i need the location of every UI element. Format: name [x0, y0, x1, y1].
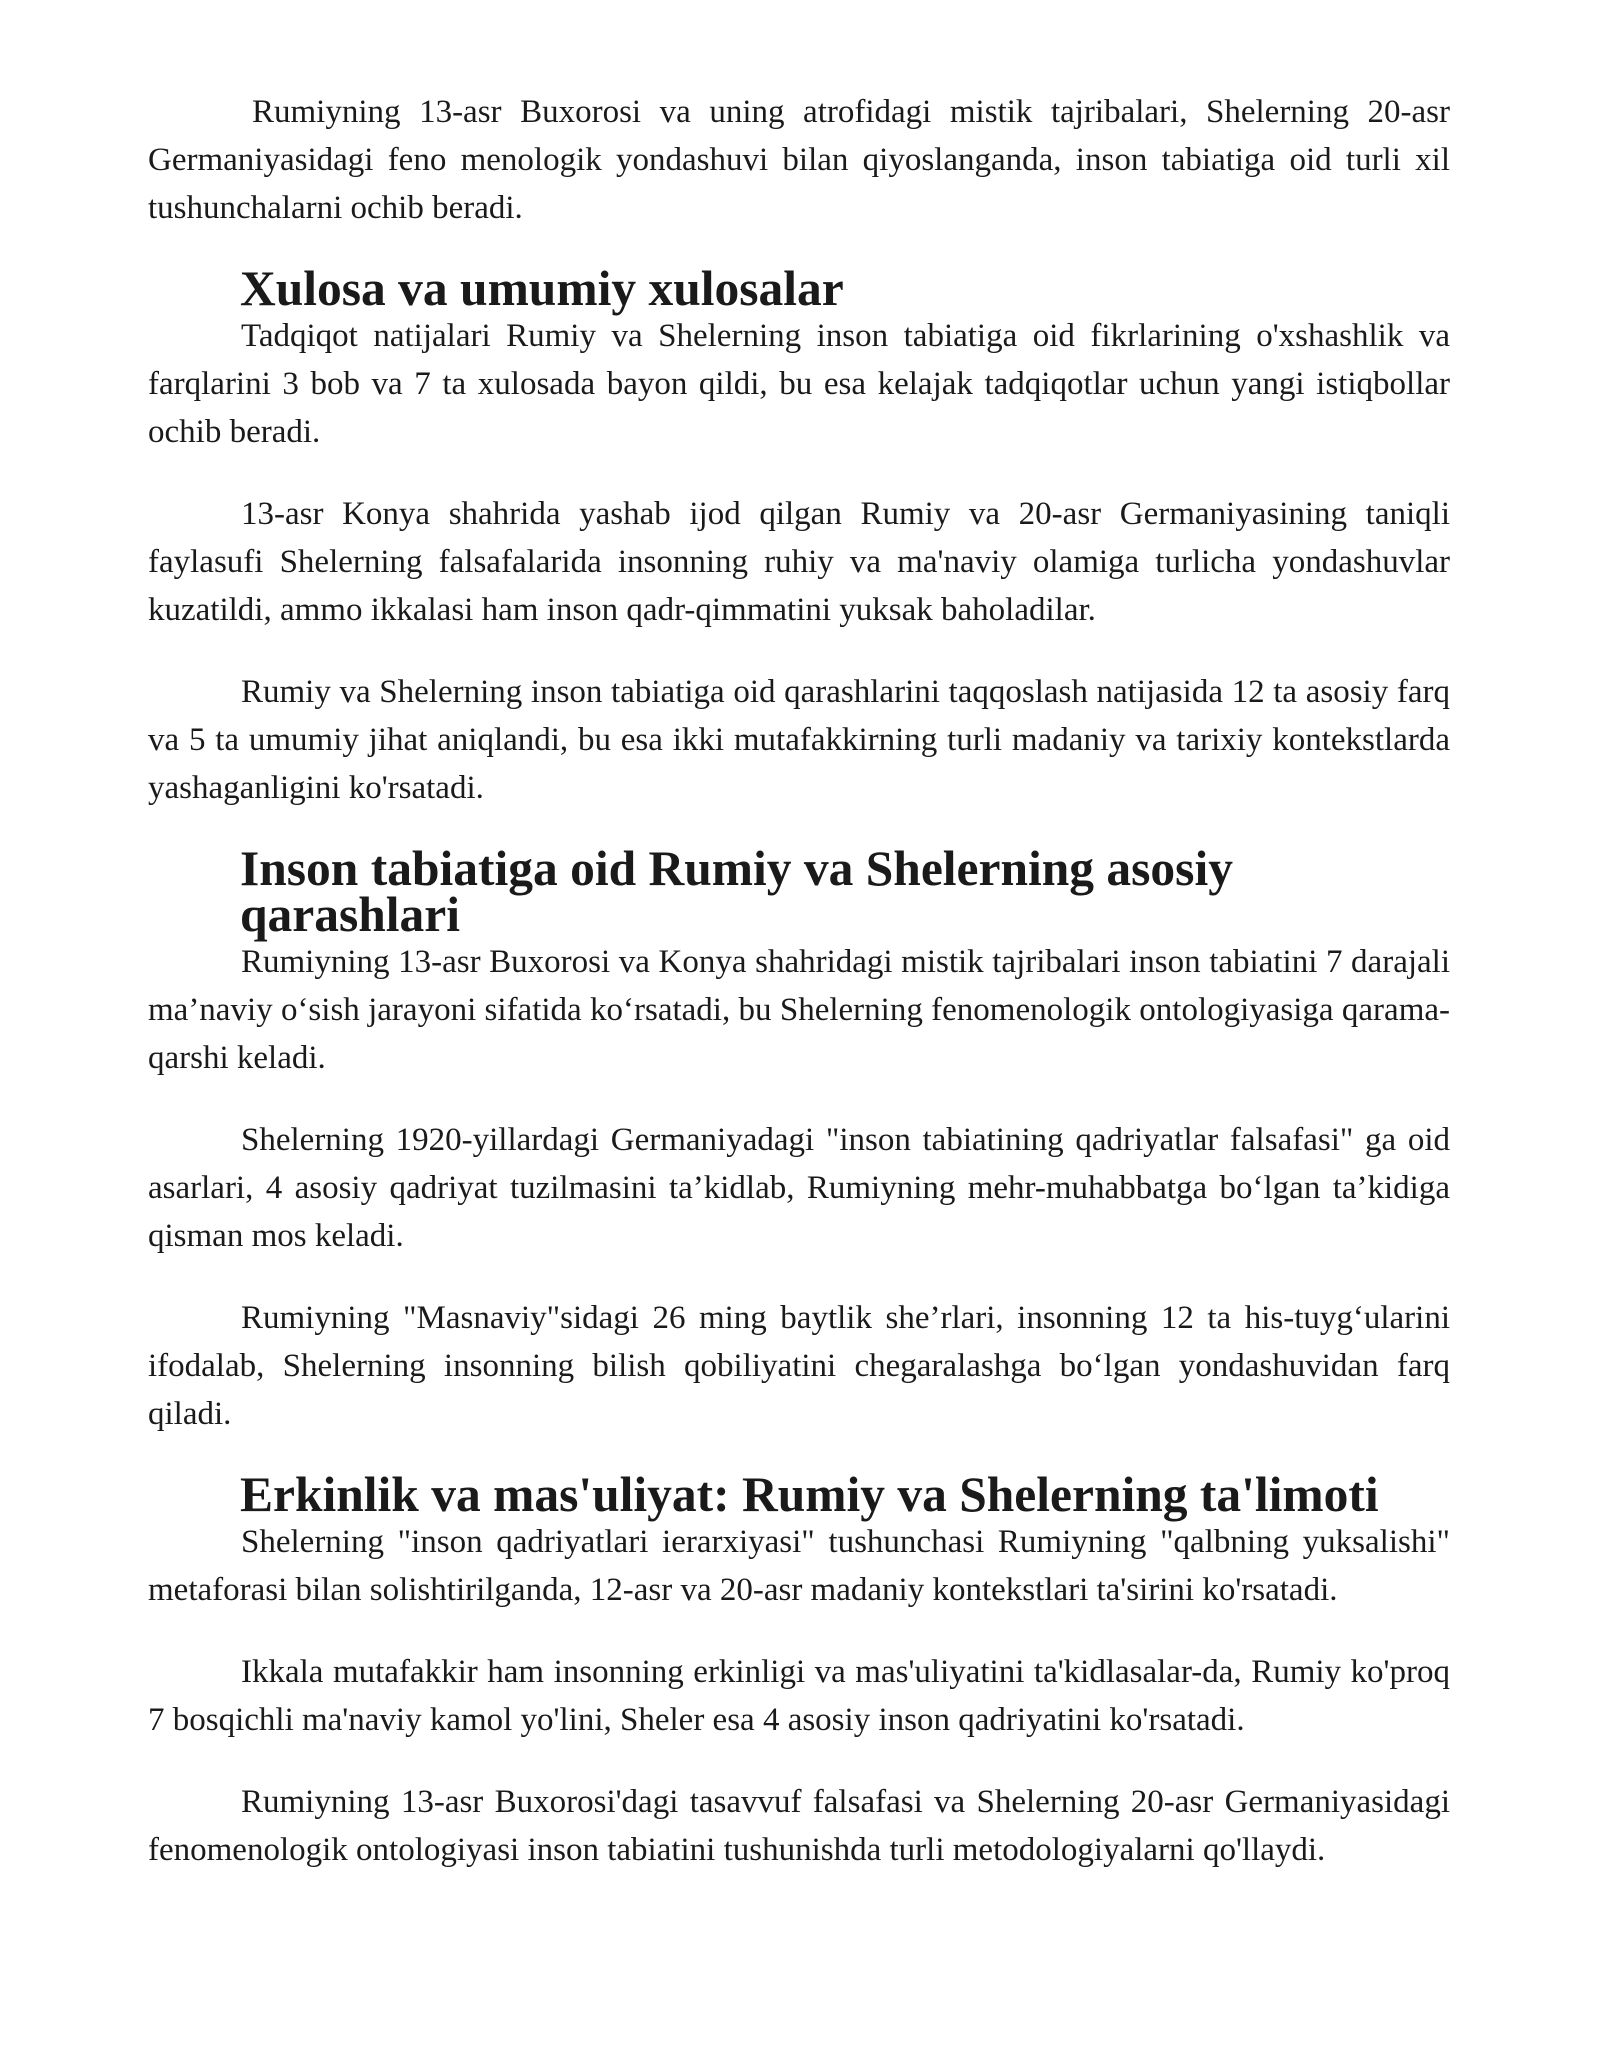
section-freedom-responsibility: [148, 1467, 1450, 1874]
document-page: [148, 88, 1450, 1908]
paragraph: Rumiy va Shelerning inson tabiatiga oid qarashlarini taqqoslash natijasida 12 ta asosiy farq va 5 ta umumiy jihat aniqlandi, bu esa ikki mutafakkirning turli madaniy va tarixiy kontekstlarda yashaganligini ko'rsatadi.: [148, 674, 1450, 806]
paragraph: 13-asr Konya shahrida yashab ijod qilgan Rumiy va 20-asr Germaniyasining taniqli faylasufi Shelerning falsafalarida insonning ruhiy va ma'naviy olamiga turlicha yondashuvlar kuzatildi, ammo ikkalasi ham inson qadr-qimmatini yuksak baholadilar.: [148, 496, 1450, 628]
section-main-views: [148, 841, 1450, 1438]
paragraph: Rumiyning 13-asr Buxorosi'dagi tasavvuf falsafasi va Shelerning 20-asr Germaniyasidagi fenomenologik ontologiyasi inson tabiatini tushunishda turli metodologiyalarni qo'llaydi.: [148, 1784, 1450, 1868]
intro-paragraph: Rumiyning 13-asr Buxorosi va uning atrofidagi mistik tajribalari, Shelerning 20-asr Germaniyasidagi feno menologik yondashuvi bilan qiyoslanganda, inson tabiatiga oid turli xil tushunchalarni ochib beradi.: [148, 94, 1450, 226]
section-conclusions: [148, 261, 1450, 812]
paragraph: Shelerning 1920-yillardagi Germaniyadagi "inson tabiatining qadriyatlar falsafasi" ga oid asarlari, 4 asosiy qadriyat tuzilmasini ta’kidlab, Rumiyning mehr-muhabbatga bo‘lgan ta’kidiga qisman mos keladi.: [148, 1122, 1450, 1254]
paragraph: Ikkala mutafakkir ham insonning erkinligi va mas'uliyatini ta'kidlasalar-da, Rumiy ko'proq 7 bosqichli ma'naviy kamol yo'lini, Sheler esa 4 asosiy inson qadriyatini ko'rsatadi.: [148, 1654, 1450, 1738]
paragraph: Rumiyning 13-asr Buxorosi va Konya shahridagi mistik tajribalari inson tabiatini 7 darajali ma’naviy o‘sish jarayoni sifatida ko‘rsatadi, bu Shelerning fenomenologik ontologiyasiga qarama-qarshi keladi.: [148, 944, 1450, 1076]
section-heading-freedom-responsibility: Erkinlik va mas'uliyat: Rumiy va Shelerning ta'limoti: [240, 1467, 1379, 1522]
section-heading-conclusions: Xulosa va umumiy xulosalar: [240, 261, 844, 316]
paragraph: Rumiyning "Masnaviy"sidagi 26 ming baytlik she’rlari, insonning 12 ta his-tuyg‘ularini ifodalab, Shelerning insonning bilish qobiliyatini chegaralashga bo‘lgan yondashuvidan farq qiladi.: [148, 1300, 1450, 1432]
paragraph: Shelerning "inson qadriyatlari ierarxiyasi" tushunchasi Rumiyning "qalbning yuksalishi" metaforasi bilan solishtirilganda, 12-asr va 20-asr madaniy kontekstlari ta'sirini ko'rsatadi.: [148, 1524, 1450, 1608]
section-heading-main-views: Inson tabiatiga oid Rumiy va Shelerning asosiy qarashlari: [240, 841, 1233, 942]
paragraph: Tadqiqot natijalari Rumiy va Shelerning inson tabiatiga oid fikrlarining o'xshashlik va farqlarini 3 bob va 7 ta xulosada bayon qildi, bu esa kelajak tadqiqotlar uchun yangi istiqbollar ochib beradi.: [148, 318, 1450, 450]
